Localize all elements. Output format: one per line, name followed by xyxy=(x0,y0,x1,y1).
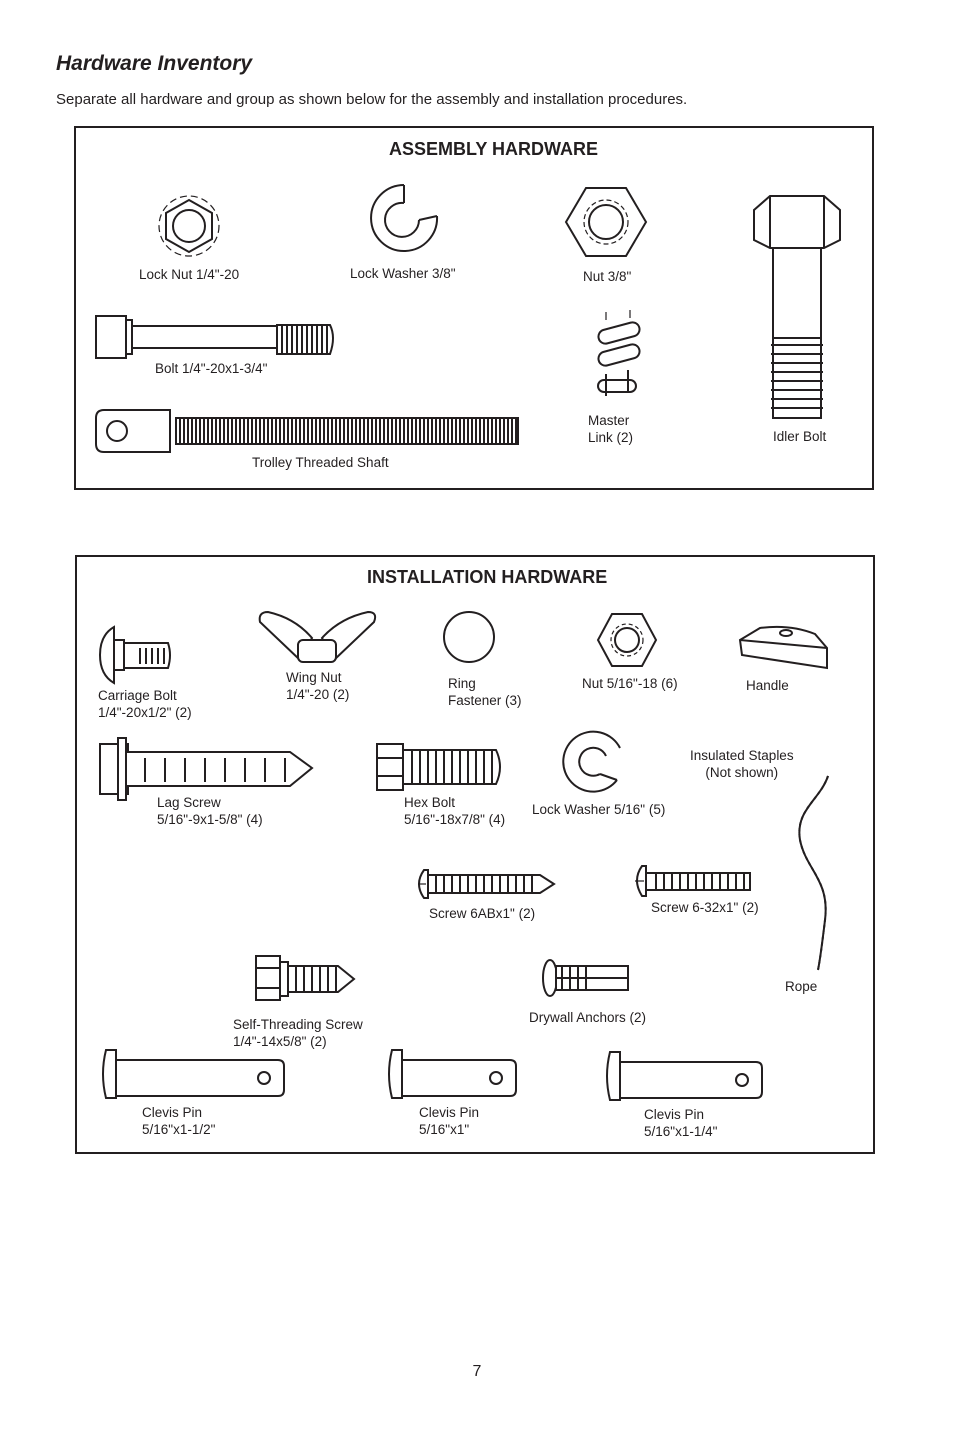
label-lag-screw: Lag Screw 5/16"-9x1-5/8" (4) xyxy=(157,795,263,827)
clevis-pin-icon xyxy=(607,1052,762,1100)
label-master-link: Master Link (2) xyxy=(588,413,634,445)
rope-icon xyxy=(799,776,828,970)
trolley-shaft-icon xyxy=(96,410,518,452)
installation-hardware-title: INSTALLATION HARDWARE xyxy=(367,567,608,587)
page-number: 7 xyxy=(472,1363,482,1380)
label-insulated-staples: Insulated Staples (Not shown) xyxy=(690,748,794,780)
label-ring-fastener: Ring Fastener (3) xyxy=(448,676,522,708)
label-trolley-shaft: Trolley Threaded Shaft xyxy=(252,455,389,470)
assembly-hardware-title: ASSEMBLY HARDWARE xyxy=(389,139,599,159)
idler-bolt-icon xyxy=(754,196,840,418)
lock-washer-icon xyxy=(371,185,437,251)
ring-fastener-icon xyxy=(444,612,494,662)
label-lock-nut: Lock Nut 1/4"-20 xyxy=(139,267,240,282)
carriage-bolt-icon xyxy=(100,627,170,683)
hex-nut-icon xyxy=(566,188,646,256)
label-nut: Nut 3/8" xyxy=(583,269,632,284)
label-handle: Handle xyxy=(746,678,789,693)
clevis-pin-icon xyxy=(103,1050,284,1098)
label-rope: Rope xyxy=(785,979,818,994)
master-link-icon xyxy=(597,310,641,396)
hex-nut-small-icon xyxy=(598,614,656,666)
label-self-threading-screw: Self-Threading Screw 1/4"-14x5/8" (2) xyxy=(233,1017,363,1049)
lock-nut-icon xyxy=(159,196,219,256)
screw-632-icon xyxy=(635,866,750,896)
label-clevis-pin-a: Clevis Pin 5/16"x1-1/2" xyxy=(142,1105,216,1137)
page-title: Hardware Inventory xyxy=(56,52,253,75)
intro-text: Separate all hardware and group as shown below for the assembly and installation procedures. xyxy=(56,91,688,108)
label-idler-bolt: Idler Bolt xyxy=(773,429,827,444)
label-clevis-pin-c: Clevis Pin 5/16"x1-1/4" xyxy=(644,1107,718,1139)
label-clevis-pin-b: Clevis Pin 5/16"x1" xyxy=(419,1105,480,1137)
clevis-pin-icon xyxy=(389,1050,516,1098)
label-bolt: Bolt 1/4"-20x1-3/4" xyxy=(155,361,268,376)
label-lock-washer-small: Lock Washer 5/16" (5) xyxy=(532,802,666,817)
hex-bolt-icon xyxy=(377,744,500,790)
label-nut-small: Nut 5/16"-18 (6) xyxy=(582,676,678,691)
handle-icon xyxy=(740,627,827,668)
label-lock-washer: Lock Washer 3/8" xyxy=(350,266,456,281)
label-hex-bolt: Hex Bolt 5/16"-18x7/8" (4) xyxy=(404,795,506,827)
label-drywall-anchors: Drywall Anchors (2) xyxy=(529,1010,647,1025)
label-screw-632: Screw 6-32x1" (2) xyxy=(651,900,759,915)
drywall-anchor-icon xyxy=(543,960,628,996)
screw-6ab-icon xyxy=(418,870,554,898)
label-wing-nut: Wing Nut 1/4"-20 (2) xyxy=(286,670,350,702)
lag-screw-icon xyxy=(100,738,312,800)
bolt-icon xyxy=(96,316,333,358)
label-screw-6ab: Screw 6ABx1" (2) xyxy=(429,906,536,921)
lock-washer-small-icon xyxy=(563,732,620,792)
label-carriage-bolt: Carriage Bolt 1/4"-20x1/2" (2) xyxy=(98,688,192,720)
wing-nut-icon xyxy=(260,612,375,662)
self-threading-screw-icon xyxy=(256,956,354,1000)
